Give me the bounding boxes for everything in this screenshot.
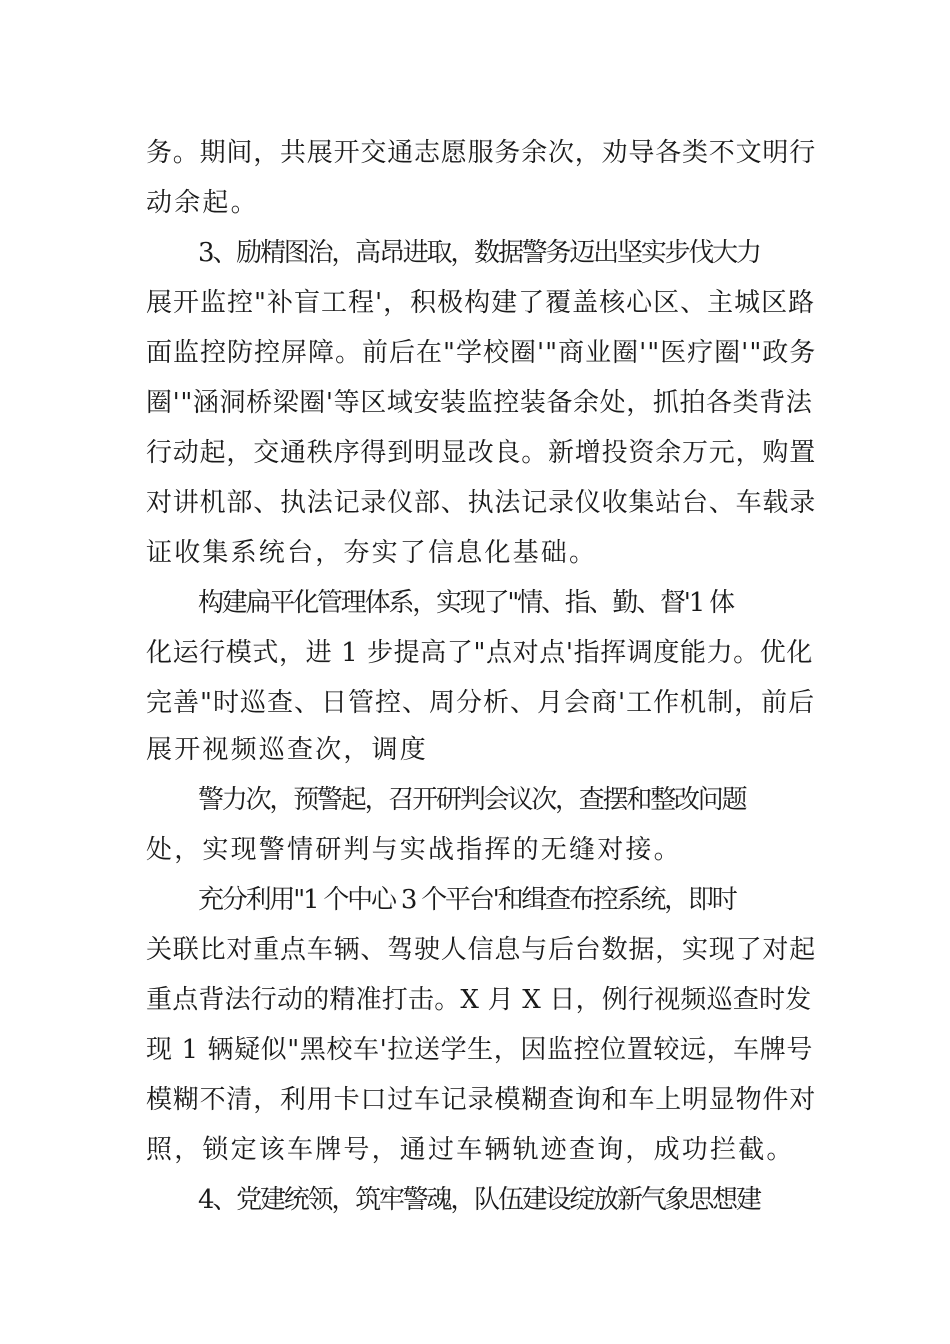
text-line: 模糊不清，利用卡口过车记录模糊查询和车上明显物件对 xyxy=(146,1085,817,1115)
paragraph-first-line: 警力次，预警起，召开研判会议次，查摆和整改问题 xyxy=(198,785,746,815)
text-line: 动余起。 xyxy=(146,188,259,218)
text-line: 关联比对重点车辆、驾驶人信息与后台数据，实现了对起 xyxy=(146,935,817,965)
text-line: 面监控防控屏障。前后在"学校圈'"商业圈'"医疗圈'"政务 xyxy=(146,338,817,368)
text-line: 展开视频巡查次，调度 xyxy=(146,735,429,765)
paragraph-first-line: 4、党建统领，筑牢警魂，队伍建设绽放新气象思想建 xyxy=(198,1185,760,1215)
text-line: 处，实现警情研判与实战指挥的无缝对接。 xyxy=(146,835,682,865)
text-line: 照，锁定该车牌号，通过车辆轨迹查询，成功拦截。 xyxy=(146,1135,795,1165)
paragraph-first-line: 3、励精图治，高昂进取，数据警务迈出坚实步伐大力 xyxy=(198,238,760,268)
text-line: 务。期间，共展开交通志愿服务余次，劝导各类不文明行 xyxy=(146,138,817,168)
text-line: 化运行模式，进 1 步提高了"点对点'指挥调度能力。优化 xyxy=(146,638,813,668)
text-line: 证收集系统台，夯实了信息化基础。 xyxy=(146,538,598,568)
text-line: 对讲机部、执法记录仪部、执法记录仪收集站台、车载录 xyxy=(146,488,817,518)
text-line: 圈'"涵洞桥梁圈'等区域安装监控装备余处，抓拍各类背法 xyxy=(146,388,813,418)
text-line: 展开监控"补盲工程'，积极构建了覆盖核心区、主城区路 xyxy=(146,288,816,318)
text-line: 现 1 辆疑似"黑校车'拉送学生，因监控位置较远，车牌号 xyxy=(146,1035,813,1065)
paragraph-first-line: 构建扁平化管理体系，实现了"情、指、勤、督'1 体 xyxy=(198,588,733,618)
text-line: 完善"时巡查、日管控、周分析、月会商'工作机制，前后 xyxy=(146,688,816,718)
text-line: 重点背法行动的精准打击。X 月 X 日，例行视频巡查时发 xyxy=(146,985,812,1015)
text-line: 行动起，交通秩序得到明显改良。新增投资余万元，购置 xyxy=(146,438,817,468)
paragraph-first-line: 充分利用"1 个中心 3 个平台'和缉查布控系统，即时 xyxy=(198,885,736,915)
